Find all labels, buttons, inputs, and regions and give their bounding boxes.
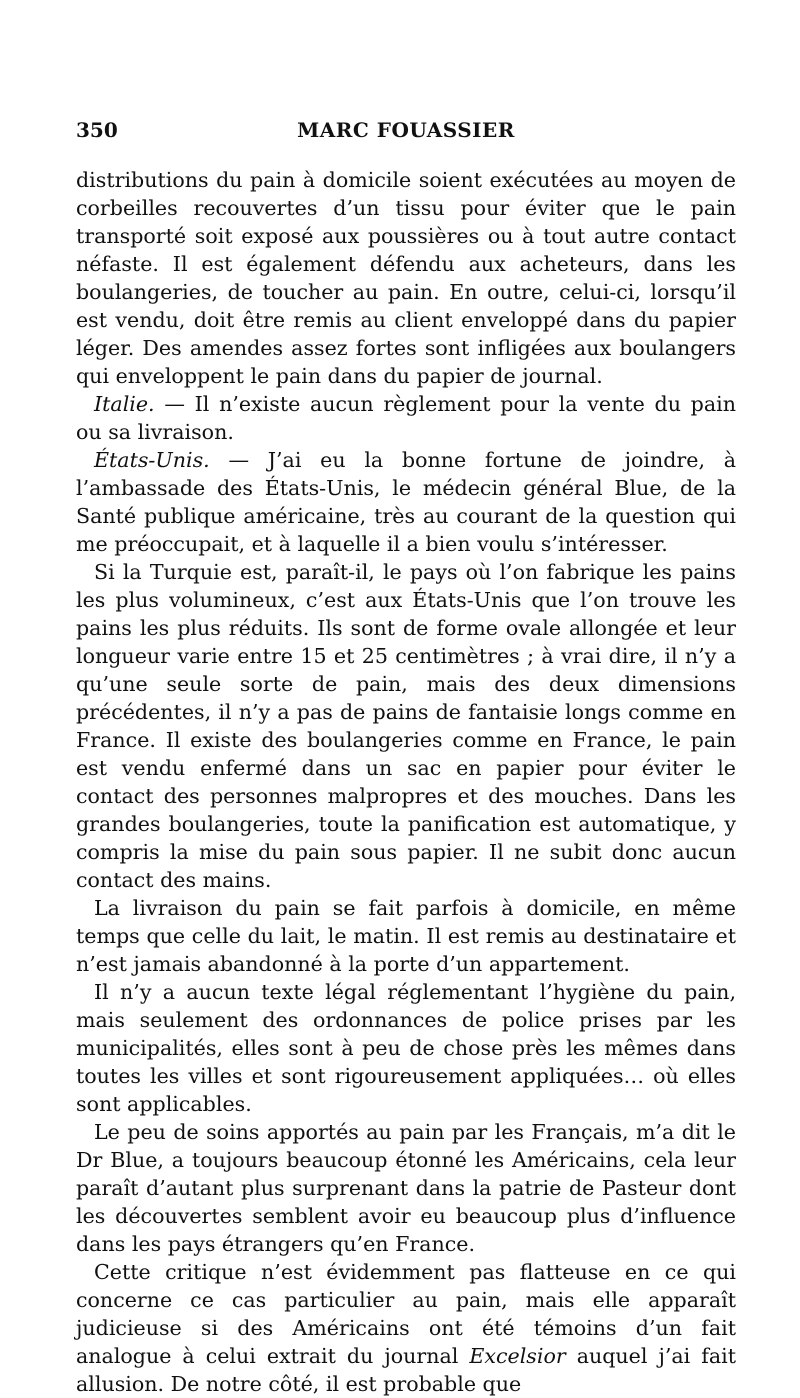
paragraph-home-delivery: La livraison du pain se fait parfois à domicile, en même temps que celle du lait, le matin. Il est remis au destinataire et n’est jamais abandonné à la porte d’un appartement.: [76, 896, 736, 976]
running-title: MARC FOUASSIER: [297, 118, 515, 142]
paragraph-bread-size: Si la Turquie est, paraît-il, le pays où l’on fabrique les pains les plus volumineux, c’est aux États-Unis que l’on trouve les pains les plus réduits. Ils sont de forme ovale allongée et leur longueur varie entre 15 et 25 centimètres ; à vrai dire, il n’y a qu’une seule sorte de pain, mais des deux dimensions précédentes, il n’y a pas de pains de fantaisie longs comme en France. Il existe des boulangeries comme en France, le pain est vendu enfermé dans un sac en papier pour éviter le contact des personnes malpropres et des mouches. Dans les grandes boulangeries, toute la panification est automatique, y compris la mise du pain sous papier. Il ne subit donc aucun contact des mains.: [76, 560, 736, 892]
paragraph-italy: [76, 390, 736, 446]
page-number: 350: [76, 118, 118, 142]
paragraph-critique: [76, 1258, 736, 1398]
newspaper-title: Excelsior: [469, 1344, 566, 1368]
paragraph-italy-text: — Il n’existe aucun règlement pour la vente du pain ou sa livraison.: [76, 392, 736, 444]
paragraph-police-ordinances: Il n’y a aucun texte légal réglementant l’hygiène du pain, mais seulement des ordonnances de police prises par les municipalités, elles sont à peu de chose près les mêmes dans toutes les villes et sont rigoureusement appliquées… où elles sont applicables.: [76, 980, 736, 1116]
running-head: [76, 118, 736, 148]
paragraph-critique-text-b: auquel j’ai fait allusion. De notre côté, il est probable que: [76, 1344, 736, 1396]
paragraph-united-states-text: — J’ai eu la bonne fortune de joindre, à l’ambassade des États-Unis, le médecin général Blue, de la Santé publique américaine, très au courant de la question qui me préoccupait, et à laquelle il a bien voulu s’intéresser.: [76, 448, 736, 556]
section-lead-italy: Italie.: [94, 392, 155, 416]
section-lead-united-states: États-Unis.: [94, 448, 210, 472]
paragraph-bread-delivery-continued: distributions du pain à domicile soient exécutées au moyen de corbeilles recouvertes d’un tissu pour éviter que le pain transporté soit exposé aux poussières ou à tout autre contact néfaste. Il est également défendu aux acheteurs, dans les boulangeries, de toucher au pain. En outre, celui-ci, lorsqu’il est vendu, doit être remis au client enveloppé dans du papier léger. Des amendes assez fortes sont infligées aux boulangers qui enveloppent le pain dans du papier de journal.: [76, 168, 736, 388]
body-text: [76, 166, 736, 1398]
paragraph-critique-text-a: Cette critique n’est évidemment pas flatteuse en ce qui concerne ce cas particulier au pain, mais elle apparaît judicieuse si des Américains ont été témoins d’un fait analogue à celui extrait du journal: [76, 1260, 736, 1368]
paragraph-dr-blue: Le peu de soins apportés au pain par les Français, m’a dit le Dr Blue, a toujours beaucoup étonné les Américains, cela leur paraît d’autant plus surprenant dans la patrie de Pasteur dont les découvertes semblent avoir eu beaucoup plus d’influence dans les pays étrangers qu’en France.: [76, 1120, 736, 1256]
paragraph-united-states: [76, 446, 736, 558]
